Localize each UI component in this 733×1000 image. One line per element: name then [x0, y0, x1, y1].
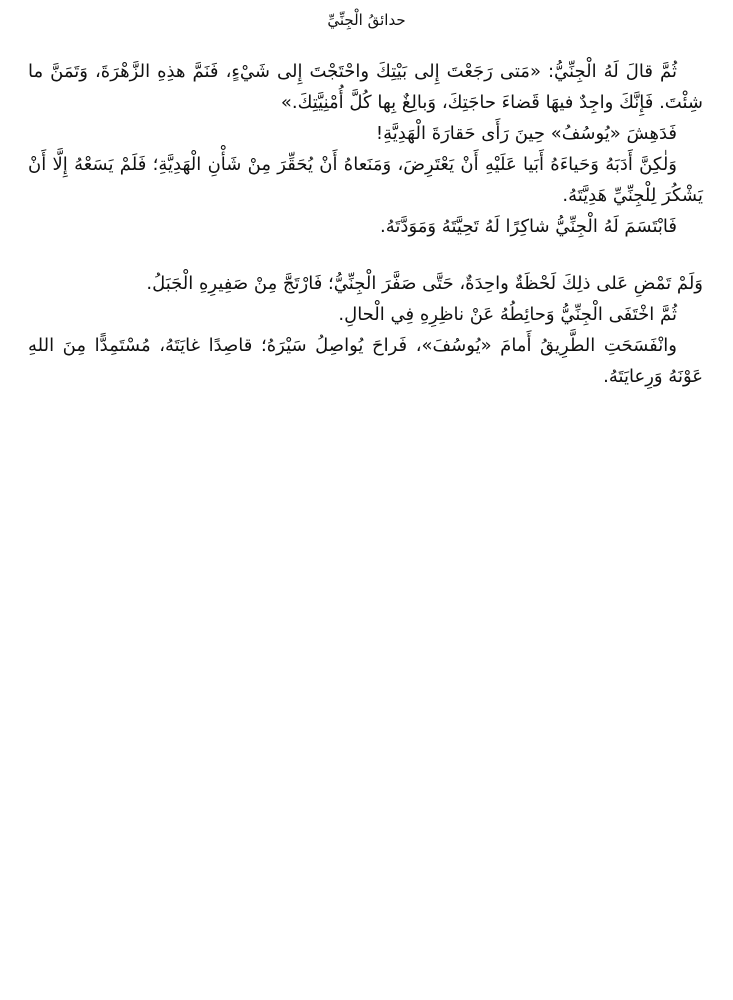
paragraph: وَلَمْ تَمْضِ عَلى ذلِكَ لَحْظَةٌ واحِدَةٌ، حَتَّى صَفَّرَ الْجِنِّيُّ؛ فَارْتَجَّ مِنْ صَفِيرِهِ الْجَبَلُ. — [146, 273, 703, 294]
body-text — [28, 56, 703, 392]
paragraph: وانْفَسَحَتِ الطَّرِيقُ أَمامَ «يُوسُفَ»، فَراحَ يُواصِلُ سَيْرَهُ؛ قاصِدًا غايَتَهُ، مُسْتَمِدًّا مِنَ اللهِ عَوْنَهُ وَرِعايَتَهُ. — [28, 335, 703, 387]
paragraph: فَدَهِشَ «يُوسُفُ» حِينَ رَأَى حَقارَةَ الْهَدِيَّةِ! — [375, 123, 677, 144]
section-gap — [28, 242, 703, 268]
paragraph: ثُمَّ قالَ لَهُ الْجِنِّيُّ: «مَتى رَجَعْتَ إِلى بَيْتِكَ واحْتَجْتَ إِلى شَيْءٍ، فَنَمَّ هذِهِ الزَّهْرَةَ، وَتَمَنَّ ما شِئْتَ. فَإِنَّكَ واجِدٌ فيهَا قَضاءَ حاجَتِكَ، وَبالِغٌ بِها كُلَّ أُمْنِيَّتِكَ.» — [28, 61, 703, 113]
paragraph: وَلٰكِنَّ أَدَبَهُ وَحَياءَهُ أَبَيا عَلَيْهِ أَنْ يَعْتَرِضَ، وَمَنَعاهُ أَنْ يُحَقِّرَ مِنْ شَأْنِ الْهَدِيَّةِ؛ فَلَمْ يَسَعْهُ إِلَّا أَنْ يَشْكُرَ لِلْجِنِّيِّ هَدِيَّتَهُ. — [28, 154, 703, 206]
paragraph: ثُمَّ اخْتَفَى الْجِنِّيُّ وَحائِطُهُ عَنْ ناظِرِهِ فِي الْحالِ. — [338, 304, 677, 325]
paragraph: فَابْتَسَمَ لَهُ الْجِنِّيُّ شاكِرًا لَهُ تَحِيَّتَهُ وَمَوَدَّتَهُ. — [380, 216, 677, 237]
running-head: حدائقُ الْجِنِّيِّ — [327, 11, 406, 29]
